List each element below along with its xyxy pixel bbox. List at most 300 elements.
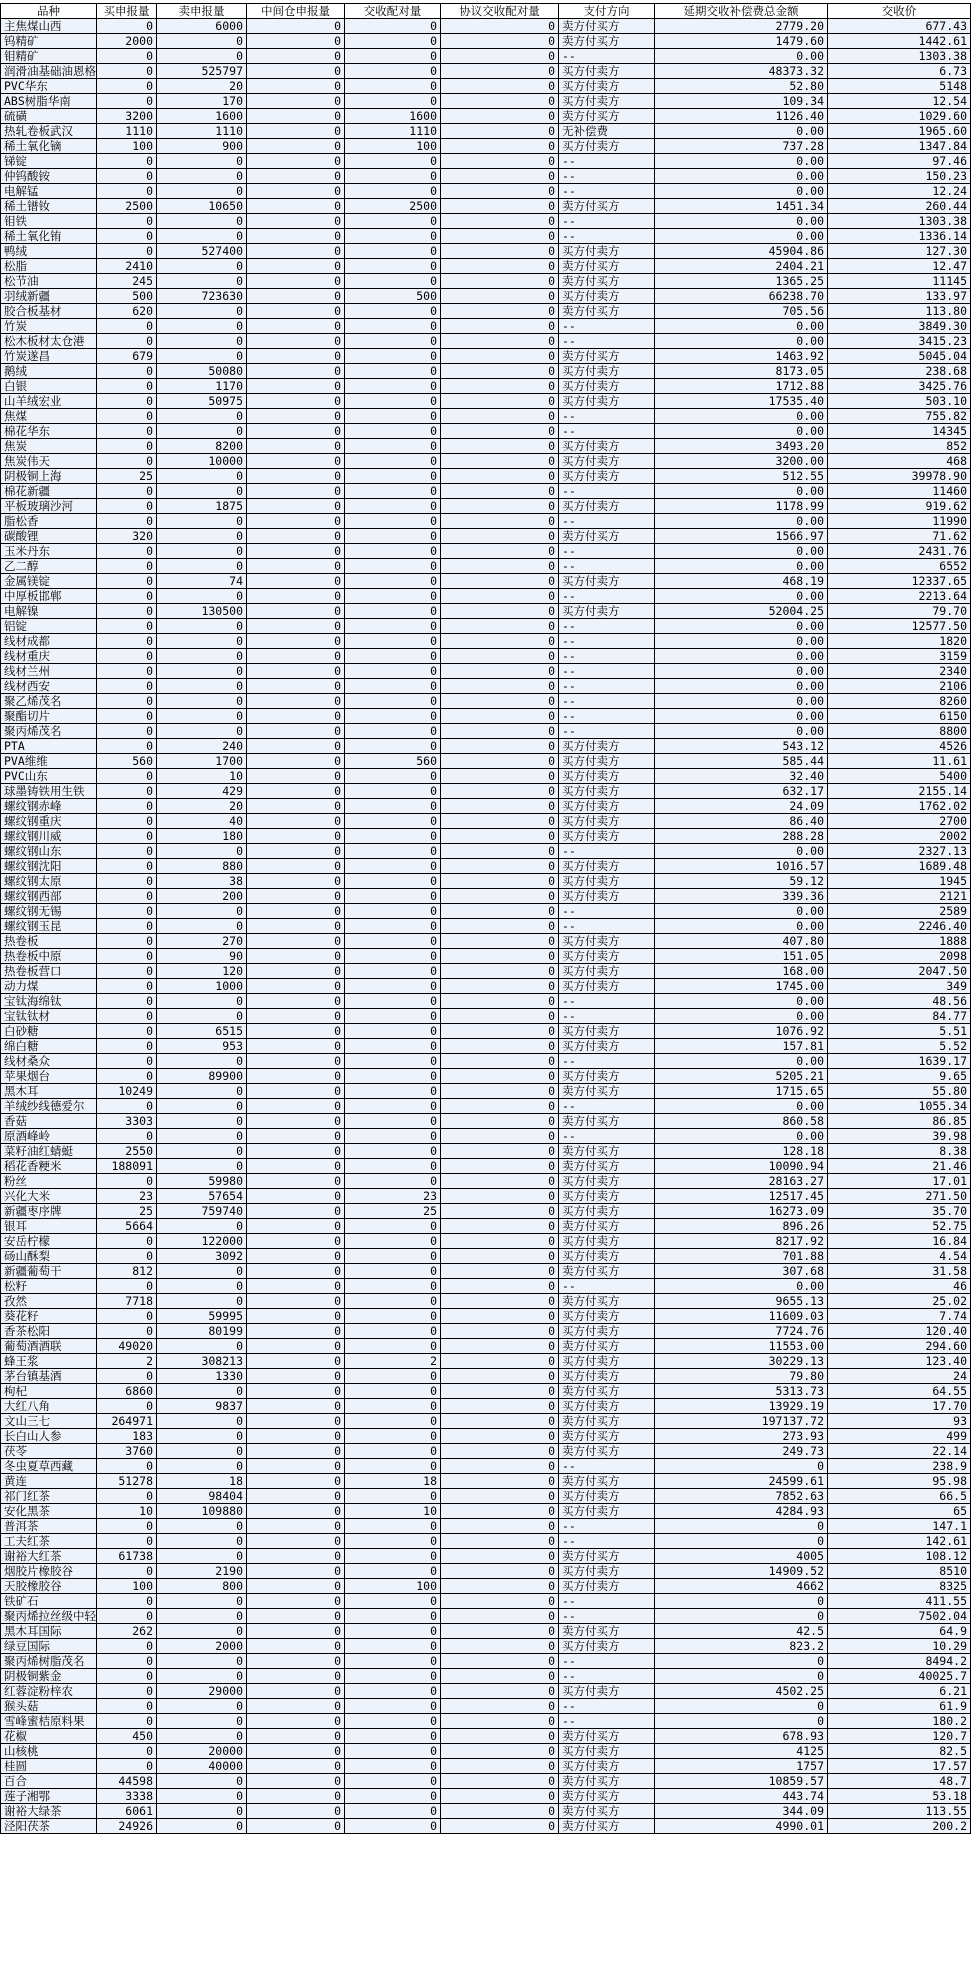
cell-delivery-price: 11460 bbox=[828, 484, 971, 499]
cell-compensation: 4990.01 bbox=[655, 1819, 828, 1834]
cell-match-qty: 0 bbox=[345, 334, 441, 349]
cell-compensation: 0.00 bbox=[655, 154, 828, 169]
cell-variety: 电解镍 bbox=[1, 604, 97, 619]
cell-pay-direction: 买方付卖方 bbox=[559, 739, 655, 754]
cell-delivery-price: 95.98 bbox=[828, 1474, 971, 1489]
cell-match-qty: 0 bbox=[345, 619, 441, 634]
cell-buy-qty: 0 bbox=[97, 1369, 157, 1384]
cell-agreement-qty: 0 bbox=[441, 829, 559, 844]
cell-buy-qty: 0 bbox=[97, 814, 157, 829]
cell-sell-qty: 0 bbox=[157, 1429, 247, 1444]
cell-pay-direction: 买方付卖方 bbox=[559, 394, 655, 409]
cell-mid-qty: 0 bbox=[247, 1189, 345, 1204]
cell-buy-qty: 0 bbox=[97, 844, 157, 859]
cell-pay-direction: 买方付卖方 bbox=[559, 1069, 655, 1084]
cell-variety: 竹炭 bbox=[1, 319, 97, 334]
cell-buy-qty: 24926 bbox=[97, 1819, 157, 1834]
cell-compensation: 0.00 bbox=[655, 919, 828, 934]
cell-mid-qty: 0 bbox=[247, 424, 345, 439]
cell-match-qty: 0 bbox=[345, 1084, 441, 1099]
cell-delivery-price: 6.73 bbox=[828, 64, 971, 79]
table-row bbox=[1, 19, 971, 34]
cell-delivery-price: 5.51 bbox=[828, 1024, 971, 1039]
cell-mid-qty: 0 bbox=[247, 124, 345, 139]
cell-delivery-price: 86.85 bbox=[828, 1114, 971, 1129]
cell-compensation: 5205.21 bbox=[655, 1069, 828, 1084]
cell-delivery-price: 7.74 bbox=[828, 1309, 971, 1324]
cell-match-qty: 0 bbox=[345, 1639, 441, 1654]
cell-mid-qty: 0 bbox=[247, 1219, 345, 1234]
cell-mid-qty: 0 bbox=[247, 409, 345, 424]
cell-agreement-qty: 0 bbox=[441, 199, 559, 214]
table-row bbox=[1, 1669, 971, 1684]
delivery-table bbox=[0, 3, 971, 1834]
cell-mid-qty: 0 bbox=[247, 1744, 345, 1759]
cell-variety: 文山三七 bbox=[1, 1414, 97, 1429]
cell-delivery-price: 35.70 bbox=[828, 1204, 971, 1219]
cell-compensation: 0.00 bbox=[655, 169, 828, 184]
cell-sell-qty: 0 bbox=[157, 1699, 247, 1714]
cell-sell-qty: 953 bbox=[157, 1039, 247, 1054]
cell-mid-qty: 0 bbox=[247, 1054, 345, 1069]
cell-variety: 粉丝 bbox=[1, 1174, 97, 1189]
cell-compensation: 705.56 bbox=[655, 304, 828, 319]
cell-buy-qty: 0 bbox=[97, 1714, 157, 1729]
cell-compensation: 0.00 bbox=[655, 1099, 828, 1114]
table-row bbox=[1, 859, 971, 874]
cell-mid-qty: 0 bbox=[247, 1339, 345, 1354]
cell-delivery-price: 53.18 bbox=[828, 1789, 971, 1804]
cell-match-qty: 0 bbox=[345, 679, 441, 694]
cell-agreement-qty: 0 bbox=[441, 124, 559, 139]
cell-match-qty: 0 bbox=[345, 649, 441, 664]
cell-delivery-price: 113.55 bbox=[828, 1804, 971, 1819]
cell-sell-qty: 0 bbox=[157, 1729, 247, 1744]
cell-sell-qty: 270 bbox=[157, 934, 247, 949]
cell-buy-qty: 0 bbox=[97, 1654, 157, 1669]
cell-pay-direction: 买方付卖方 bbox=[559, 1354, 655, 1369]
table-row bbox=[1, 349, 971, 364]
cell-compensation: 273.93 bbox=[655, 1429, 828, 1444]
cell-variety: PVC山东 bbox=[1, 769, 97, 784]
cell-mid-qty: 0 bbox=[247, 94, 345, 109]
cell-mid-qty: 0 bbox=[247, 184, 345, 199]
cell-mid-qty: 0 bbox=[247, 679, 345, 694]
cell-sell-qty: 109880 bbox=[157, 1504, 247, 1519]
cell-mid-qty: 0 bbox=[247, 1669, 345, 1684]
cell-variety: 螺纹钢沈阳 bbox=[1, 859, 97, 874]
cell-buy-qty: 0 bbox=[97, 1324, 157, 1339]
table-row bbox=[1, 274, 971, 289]
cell-agreement-qty: 0 bbox=[441, 559, 559, 574]
cell-match-qty: 0 bbox=[345, 709, 441, 724]
cell-match-qty: 0 bbox=[345, 214, 441, 229]
cell-match-qty: 0 bbox=[345, 664, 441, 679]
cell-compensation: 59.12 bbox=[655, 874, 828, 889]
cell-compensation: 0.00 bbox=[655, 1009, 828, 1024]
cell-agreement-qty: 0 bbox=[441, 34, 559, 49]
table-row bbox=[1, 1504, 971, 1519]
table-row bbox=[1, 1639, 971, 1654]
cell-pay-direction: 卖方付买方 bbox=[559, 1414, 655, 1429]
cell-delivery-price: 260.44 bbox=[828, 199, 971, 214]
cell-compensation: 3493.20 bbox=[655, 439, 828, 454]
cell-buy-qty: 61738 bbox=[97, 1549, 157, 1564]
cell-variety: 焦炭伟天 bbox=[1, 454, 97, 469]
cell-compensation: 0.00 bbox=[655, 124, 828, 139]
cell-buy-qty: 0 bbox=[97, 229, 157, 244]
table-row bbox=[1, 454, 971, 469]
cell-variety: 香菇 bbox=[1, 1114, 97, 1129]
cell-mid-qty: 0 bbox=[247, 634, 345, 649]
cell-compensation: 0 bbox=[655, 1699, 828, 1714]
cell-variety: 山核桃 bbox=[1, 1744, 97, 1759]
cell-pay-direction: 卖方付买方 bbox=[559, 34, 655, 49]
cell-buy-qty: 23 bbox=[97, 1189, 157, 1204]
cell-delivery-price: 17.70 bbox=[828, 1399, 971, 1414]
cell-pay-direction: 买方付卖方 bbox=[559, 244, 655, 259]
cell-variety: 谢裕大红茶 bbox=[1, 1549, 97, 1564]
cell-sell-qty: 170 bbox=[157, 94, 247, 109]
cell-variety: 红蓉淀粉梓农 bbox=[1, 1684, 97, 1699]
cell-buy-qty: 0 bbox=[97, 334, 157, 349]
cell-agreement-qty: 0 bbox=[441, 1234, 559, 1249]
cell-pay-direction: 买方付卖方 bbox=[559, 1039, 655, 1054]
cell-compensation: 42.5 bbox=[655, 1624, 828, 1639]
cell-sell-qty: 1700 bbox=[157, 754, 247, 769]
cell-variety: 安岳柠檬 bbox=[1, 1234, 97, 1249]
cell-mid-qty: 0 bbox=[247, 979, 345, 994]
cell-agreement-qty: 0 bbox=[441, 1339, 559, 1354]
cell-sell-qty: 40000 bbox=[157, 1759, 247, 1774]
cell-sell-qty: 0 bbox=[157, 844, 247, 859]
cell-buy-qty: 0 bbox=[97, 1519, 157, 1534]
cell-mid-qty: 0 bbox=[247, 589, 345, 604]
cell-variety: 大红八角 bbox=[1, 1399, 97, 1414]
cell-sell-qty: 6515 bbox=[157, 1024, 247, 1039]
cell-delivery-price: 8510 bbox=[828, 1564, 971, 1579]
cell-match-qty: 0 bbox=[345, 1669, 441, 1684]
cell-match-qty: 0 bbox=[345, 34, 441, 49]
cell-delivery-price: 2106 bbox=[828, 679, 971, 694]
cell-variety: 鹅绒 bbox=[1, 364, 97, 379]
table-row bbox=[1, 1204, 971, 1219]
cell-match-qty: 0 bbox=[345, 364, 441, 379]
cell-mid-qty: 0 bbox=[247, 19, 345, 34]
table-row bbox=[1, 1144, 971, 1159]
cell-compensation: 823.2 bbox=[655, 1639, 828, 1654]
cell-agreement-qty: 0 bbox=[441, 1714, 559, 1729]
table-row bbox=[1, 34, 971, 49]
cell-buy-qty: 0 bbox=[97, 484, 157, 499]
cell-compensation: 0 bbox=[655, 1519, 828, 1534]
cell-sell-qty: 59995 bbox=[157, 1309, 247, 1324]
cell-sell-qty: 38 bbox=[157, 874, 247, 889]
cell-delivery-price: 755.82 bbox=[828, 409, 971, 424]
cell-mid-qty: 0 bbox=[247, 229, 345, 244]
cell-buy-qty: 0 bbox=[97, 679, 157, 694]
cell-buy-qty: 0 bbox=[97, 514, 157, 529]
table-row bbox=[1, 814, 971, 829]
cell-sell-qty: 180 bbox=[157, 829, 247, 844]
cell-compensation: 0.00 bbox=[655, 514, 828, 529]
cell-delivery-price: 120.40 bbox=[828, 1324, 971, 1339]
cell-agreement-qty: 0 bbox=[441, 904, 559, 919]
cell-variety: 聚丙烯树脂茂名 bbox=[1, 1654, 97, 1669]
cell-sell-qty: 0 bbox=[157, 1084, 247, 1099]
table-row bbox=[1, 649, 971, 664]
cell-sell-qty: 0 bbox=[157, 319, 247, 334]
cell-pay-direction: 卖方付买方 bbox=[559, 1774, 655, 1789]
cell-delivery-price: 2431.76 bbox=[828, 544, 971, 559]
table-row bbox=[1, 1549, 971, 1564]
cell-agreement-qty: 0 bbox=[441, 634, 559, 649]
cell-match-qty: 0 bbox=[345, 1174, 441, 1189]
cell-variety: 绵白糖 bbox=[1, 1039, 97, 1054]
cell-buy-qty: 0 bbox=[97, 769, 157, 784]
cell-sell-qty: 50080 bbox=[157, 364, 247, 379]
cell-compensation: 0.00 bbox=[655, 679, 828, 694]
cell-variety: 砀山酥梨 bbox=[1, 1249, 97, 1264]
cell-compensation: 10859.57 bbox=[655, 1774, 828, 1789]
cell-compensation: 4125 bbox=[655, 1744, 828, 1759]
cell-mid-qty: 0 bbox=[247, 1789, 345, 1804]
cell-buy-qty: 0 bbox=[97, 934, 157, 949]
cell-buy-qty: 2 bbox=[97, 1354, 157, 1369]
cell-agreement-qty: 0 bbox=[441, 994, 559, 1009]
cell-match-qty: 0 bbox=[345, 889, 441, 904]
cell-pay-direction: 卖方付买方 bbox=[559, 1084, 655, 1099]
cell-buy-qty: 0 bbox=[97, 1759, 157, 1774]
cell-compensation: 12517.45 bbox=[655, 1189, 828, 1204]
cell-delivery-price: 200.2 bbox=[828, 1819, 971, 1834]
cell-buy-qty: 0 bbox=[97, 994, 157, 1009]
cell-delivery-price: 12.54 bbox=[828, 94, 971, 109]
cell-compensation: 86.40 bbox=[655, 814, 828, 829]
cell-match-qty: 0 bbox=[345, 1699, 441, 1714]
cell-match-qty: 0 bbox=[345, 1744, 441, 1759]
cell-agreement-qty: 0 bbox=[441, 529, 559, 544]
cell-compensation: 0.00 bbox=[655, 544, 828, 559]
cell-mid-qty: 0 bbox=[247, 1384, 345, 1399]
cell-variety: 松脂 bbox=[1, 259, 97, 274]
table-row bbox=[1, 1564, 971, 1579]
cell-buy-qty: 245 bbox=[97, 274, 157, 289]
table-row bbox=[1, 574, 971, 589]
table-row bbox=[1, 439, 971, 454]
cell-buy-qty: 0 bbox=[97, 1639, 157, 1654]
cell-variety: 聚乙烯茂名 bbox=[1, 694, 97, 709]
cell-agreement-qty: 0 bbox=[441, 814, 559, 829]
cell-agreement-qty: 0 bbox=[441, 1219, 559, 1234]
cell-sell-qty: 20000 bbox=[157, 1744, 247, 1759]
cell-sell-qty: 0 bbox=[157, 1804, 247, 1819]
cell-mid-qty: 0 bbox=[247, 1324, 345, 1339]
cell-agreement-qty: 0 bbox=[441, 1669, 559, 1684]
cell-variety: 普洱茶 bbox=[1, 1519, 97, 1534]
cell-pay-direction: 卖方付买方 bbox=[559, 1429, 655, 1444]
cell-pay-direction: 买方付卖方 bbox=[559, 1759, 655, 1774]
table-row bbox=[1, 1744, 971, 1759]
table-row bbox=[1, 1399, 971, 1414]
cell-variety: 润滑油基础油恩格 bbox=[1, 64, 97, 79]
cell-match-qty: 0 bbox=[345, 1069, 441, 1084]
cell-variety: 花椒 bbox=[1, 1729, 97, 1744]
cell-pay-direction: 卖方付买方 bbox=[559, 199, 655, 214]
table-row bbox=[1, 424, 971, 439]
cell-mid-qty: 0 bbox=[247, 199, 345, 214]
cell-sell-qty: 240 bbox=[157, 739, 247, 754]
cell-pay-direction: 卖方付买方 bbox=[559, 1339, 655, 1354]
cell-mid-qty: 0 bbox=[247, 724, 345, 739]
cell-delivery-price: 12577.50 bbox=[828, 619, 971, 634]
cell-variety: 竹炭遂昌 bbox=[1, 349, 97, 364]
cell-mid-qty: 0 bbox=[247, 484, 345, 499]
cell-agreement-qty: 0 bbox=[441, 1384, 559, 1399]
cell-buy-qty: 620 bbox=[97, 304, 157, 319]
cell-sell-qty: 2000 bbox=[157, 1639, 247, 1654]
cell-buy-qty: 0 bbox=[97, 439, 157, 454]
table-row bbox=[1, 964, 971, 979]
table-row bbox=[1, 1039, 971, 1054]
cell-buy-qty: 0 bbox=[97, 1039, 157, 1054]
cell-compensation: 339.36 bbox=[655, 889, 828, 904]
cell-pay-direction: -- bbox=[559, 1609, 655, 1624]
cell-sell-qty: 0 bbox=[157, 1144, 247, 1159]
cell-buy-qty: 264971 bbox=[97, 1414, 157, 1429]
cell-compensation: 45904.86 bbox=[655, 244, 828, 259]
cell-match-qty: 560 bbox=[345, 754, 441, 769]
cell-buy-qty: 0 bbox=[97, 64, 157, 79]
cell-match-qty: 0 bbox=[345, 184, 441, 199]
cell-compensation: 678.93 bbox=[655, 1729, 828, 1744]
cell-variety: 孜然 bbox=[1, 1294, 97, 1309]
cell-delivery-price: 8800 bbox=[828, 724, 971, 739]
cell-sell-qty: 0 bbox=[157, 1054, 247, 1069]
cell-mid-qty: 0 bbox=[247, 1639, 345, 1654]
cell-compensation: 0.00 bbox=[655, 694, 828, 709]
cell-mid-qty: 0 bbox=[247, 139, 345, 154]
cell-sell-qty: 10000 bbox=[157, 454, 247, 469]
cell-match-qty: 0 bbox=[345, 1714, 441, 1729]
cell-match-qty: 18 bbox=[345, 1474, 441, 1489]
cell-delivery-price: 79.70 bbox=[828, 604, 971, 619]
cell-buy-qty: 0 bbox=[97, 979, 157, 994]
cell-agreement-qty: 0 bbox=[441, 1114, 559, 1129]
cell-delivery-price: 11990 bbox=[828, 514, 971, 529]
col-header-match-qty: 交收配对量 bbox=[345, 4, 441, 19]
cell-pay-direction: -- bbox=[559, 229, 655, 244]
cell-buy-qty: 0 bbox=[97, 694, 157, 709]
cell-delivery-price: 71.62 bbox=[828, 529, 971, 544]
cell-compensation: 0.00 bbox=[655, 214, 828, 229]
cell-pay-direction: 买方付卖方 bbox=[559, 934, 655, 949]
cell-variety: 黑木耳 bbox=[1, 1084, 97, 1099]
table-row bbox=[1, 49, 971, 64]
table-row bbox=[1, 184, 971, 199]
cell-mid-qty: 0 bbox=[247, 1369, 345, 1384]
table-row bbox=[1, 739, 971, 754]
table-row bbox=[1, 1699, 971, 1714]
table-row bbox=[1, 1819, 971, 1834]
cell-match-qty: 0 bbox=[345, 1219, 441, 1234]
cell-match-qty: 0 bbox=[345, 409, 441, 424]
cell-delivery-price: 919.62 bbox=[828, 499, 971, 514]
cell-compensation: 896.26 bbox=[655, 1219, 828, 1234]
cell-variety: 雪峰蜜桔原料果 bbox=[1, 1714, 97, 1729]
cell-agreement-qty: 0 bbox=[441, 79, 559, 94]
cell-compensation: 737.28 bbox=[655, 139, 828, 154]
cell-delivery-price: 1689.48 bbox=[828, 859, 971, 874]
cell-pay-direction: -- bbox=[559, 919, 655, 934]
table-row bbox=[1, 1579, 971, 1594]
cell-sell-qty: 1000 bbox=[157, 979, 247, 994]
cell-agreement-qty: 0 bbox=[441, 19, 559, 34]
cell-buy-qty: 0 bbox=[97, 1279, 157, 1294]
table-row bbox=[1, 304, 971, 319]
cell-mid-qty: 0 bbox=[247, 1444, 345, 1459]
cell-compensation: 0.00 bbox=[655, 724, 828, 739]
cell-match-qty: 0 bbox=[345, 859, 441, 874]
cell-variety: 铁矿石 bbox=[1, 1594, 97, 1609]
cell-buy-qty: 0 bbox=[97, 319, 157, 334]
cell-buy-qty: 450 bbox=[97, 1729, 157, 1744]
table-row bbox=[1, 1114, 971, 1129]
cell-sell-qty: 0 bbox=[157, 589, 247, 604]
table-row bbox=[1, 394, 971, 409]
cell-agreement-qty: 0 bbox=[441, 499, 559, 514]
cell-agreement-qty: 0 bbox=[441, 1204, 559, 1219]
cell-buy-qty: 0 bbox=[97, 244, 157, 259]
cell-delivery-price: 8325 bbox=[828, 1579, 971, 1594]
cell-delivery-price: 142.61 bbox=[828, 1534, 971, 1549]
cell-match-qty: 0 bbox=[345, 499, 441, 514]
cell-pay-direction: 买方付卖方 bbox=[559, 1309, 655, 1324]
cell-delivery-price: 127.30 bbox=[828, 244, 971, 259]
cell-buy-qty: 0 bbox=[97, 1024, 157, 1039]
cell-agreement-qty: 0 bbox=[441, 1444, 559, 1459]
cell-compensation: 0.00 bbox=[655, 664, 828, 679]
cell-mid-qty: 0 bbox=[247, 859, 345, 874]
cell-mid-qty: 0 bbox=[247, 349, 345, 364]
cell-pay-direction: 卖方付买方 bbox=[559, 529, 655, 544]
cell-pay-direction: -- bbox=[559, 679, 655, 694]
cell-pay-direction: -- bbox=[559, 409, 655, 424]
cell-delivery-price: 2246.40 bbox=[828, 919, 971, 934]
cell-pay-direction: 买方付卖方 bbox=[559, 754, 655, 769]
cell-mid-qty: 0 bbox=[247, 499, 345, 514]
cell-match-qty: 0 bbox=[345, 739, 441, 754]
cell-variety: 热轧卷板武汉 bbox=[1, 124, 97, 139]
cell-compensation: 0.00 bbox=[655, 994, 828, 1009]
cell-match-qty: 0 bbox=[345, 1294, 441, 1309]
cell-buy-qty: 0 bbox=[97, 1459, 157, 1474]
table-row bbox=[1, 1324, 971, 1339]
cell-variety: 莲子湘鄂 bbox=[1, 1789, 97, 1804]
cell-compensation: 3200.00 bbox=[655, 454, 828, 469]
cell-mid-qty: 0 bbox=[247, 79, 345, 94]
cell-sell-qty: 0 bbox=[157, 619, 247, 634]
cell-match-qty: 2 bbox=[345, 1354, 441, 1369]
cell-delivery-price: 5148 bbox=[828, 79, 971, 94]
cell-variety: 仲钨酸铵 bbox=[1, 169, 97, 184]
cell-sell-qty: 0 bbox=[157, 1714, 247, 1729]
cell-delivery-price: 238.9 bbox=[828, 1459, 971, 1474]
cell-mid-qty: 0 bbox=[247, 1504, 345, 1519]
cell-variety: 线材重庆 bbox=[1, 649, 97, 664]
cell-delivery-price: 4.54 bbox=[828, 1249, 971, 1264]
cell-mid-qty: 0 bbox=[247, 1699, 345, 1714]
